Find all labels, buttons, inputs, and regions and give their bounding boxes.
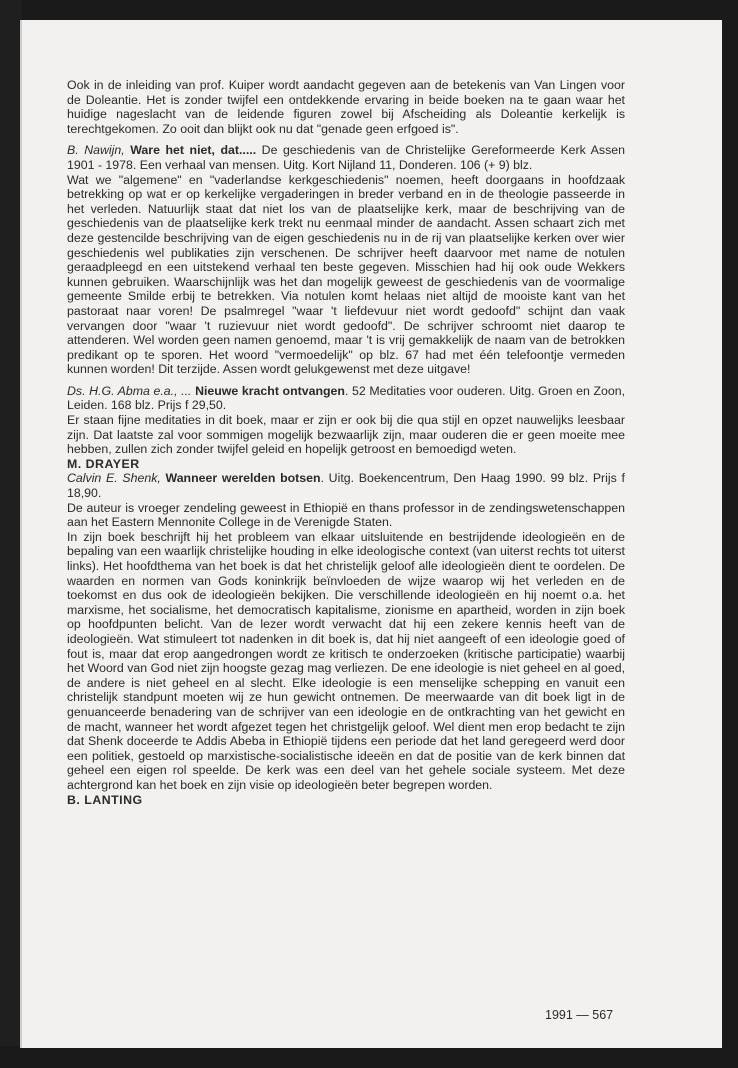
scan-right-border [720,0,738,1068]
review-book-title: Nieuwe kracht ontvangen [195,383,345,398]
reviewer-signature: B. LANTING [67,792,143,807]
review-body: Wat we "algemene" en "vaderlandse kerkgeschiedenis" noemen, heeft doorgaans in hoofdzaak betrekking op wat er op kerkelijke vergaderingen in breder verband en in de theologie passeerde in het verleden. Natuurlijk staat dat niet los van de plaatselijke kerk, maar de beschrijving van de geschiedenis van de plaatselijke kerk trekt nu eenmaal minder de aandacht. Assen schaart zich met deze gestencilde beschrijving van de eigen geschiedenis nu in de rij van plaatselijke kerken over wier geschiedenis wel publikaties zijn verschenen. De schrijver heeft daarvoor met name de notulen geraadpleegd en een uitstekend verhaal ten beste gegeven. Misschien had hij ook oude Wekkers kunnen gebruiken. Waarschijnlijk was het dan mogelijk geweest de geschiedenis van de voormalige gemeente Smilde erbij te betrekken. Via notulen komt helaas niet altijd de mooiste kant van het pastoraat naar voren! De psalmregel "waar 't liefdevuur niet wordt gedoofd" schijnt dan vaak vervangen door "waar 't ruzievuur niet wordt gedoofd". De schrijver schroomt niet daarop te attenderen. Wel worden geen namen genoemd, maar 't is vrij gemakkelijk de naam van de betrokken predikant op te sporen. Het woord "vermoedelijk" op blz. 67 had met één telefoontje vermeden kunnen worden! Dit terzijde. Assen wordt gelukgewenst met deze uitgave! [67,172,625,377]
review-body: Er staan fijne meditaties in dit boek, maar er zijn er ook bij die qua stijl en opzet nauwelijks leesbaar zijn. Dat laatste zal voor sommigen mogelijk bezwaarlijk zijn, maar ouderen die er geen moeite mee hebben, zullen zich zonder twijfel geleid en hopelijk getroost en bemoedigd weten. [67,413,625,457]
text-column [67,78,625,807]
intro-paragraph: Ook in de inleiding van prof. Kuiper wordt aandacht gegeven aan de betekenis van Van Lingen voor de Doleantie. Het is zonder twijfel een ontdekkende ervaring in beide boeken na te gaan waar het huidige nageslacht van de leidende figuren zowel bij Afscheiding als Doleantie kerkelijk is terechtgekomen. Zo ooit dan blijkt ook nu dat "genade geen erfgoed is". [67,78,625,136]
scan-top-border [0,0,738,20]
review-citation: . Uitg. Boekencentrum, Den Haag 1990. 99 blz. Prijs f 18,90. [67,471,625,501]
review-book-title: Wanneer werelden botsen [165,471,321,486]
scan-bottom-border [0,1046,738,1068]
scan-left-border [0,0,22,1068]
review-heading [67,143,625,172]
review-heading [67,471,625,500]
review-book-title: Ware het niet, dat..... [130,143,257,158]
review-author: Calvin E. Shenk, [67,471,161,486]
reviewer-signature: M. DRAYER [67,456,140,471]
review-author: Ds. H.G. Abma e.a., ... [67,383,192,398]
review-shenk [67,471,625,807]
review-citation: . 52 Meditaties voor ouderen. Uitg. Groen en Zoon, Leiden. 168 blz. Prijs f 29,50. [67,383,626,413]
review-nawijn [67,143,625,377]
page-number: 1991 — 567 [545,1008,614,1022]
review-body: De auteur is vroeger zendeling geweest in Ethiopië en thans professor in de zendingswetenschappen aan het Eastern Mennonite College in de Verenigde Staten. [67,500,625,530]
review-abma [67,384,625,472]
review-author: B. Nawijn, [67,143,125,158]
review-citation: De geschiedenis van de Christelijke Gereformeerde Kerk Assen 1901 - 1978. Een verhaal van mensen. Uitg. Kort Nijland 11, Donderen. 106 (+ 9) blz. [67,143,625,172]
review-body: In zijn boek beschrijft hij het probleem van elkaar uitsluitende en bestrijdende ideologieën en de bepaling van een waarlijk christelijke houding in elke ideologische context (van uiterst rechts tot uiterst links). Het hoofdthema van het boek is dat het christelijk geloof alle ideologieën dient te oordelen. De waarden en normen van Gods koninkrijk beïnvloeden de wijze waarop wij het verleden en de toekomst en dus ook de ideologieën bekijken. Die verschillende ideologieën en hij noemt o.a. het marxisme, het socialisme, het democratisch kapitalisme, zionisme en apartheid, worden in zijn boek op hoofdpunten belicht. Van de lezer wordt verwacht dat hij een zekere kennis heeft van de ideologieën. Wat stimuleert tot nadenken in dit boek is, dat hij niet aangeeft of een ideologie goed of fout is, maar dat erop aangedrongen wordt ze kritisch te onderzoeken (kritische participatie) waarbij het Woord van God niet zijn hoogste gezag mag verliezen. De ene ideologie is niet geheel en al goed, de andere is niet geheel en al slecht. Elke ideologie is een menselijke schepping en vanuit een christelijk standpunt moeten wij ze hun gewicht ontnemen. De meerwaarde van dit boek ligt in de genuanceerde benadering van de schrijver van een ideologie en de ontkrachting van het gewicht en de macht, wanneer het wordt afgezet tegen het christgelijk geloof. Wel dient men erop bedacht te zijn dat Shenk doceerde te Addis Abeba in Ethiopië tijdens een periode dat het land geregeerd werd door een politiek, gestoeld op marxistische-socialistische ideeën en dat de positie van de kerk binnen dat geheel een eigen rol speelde. De kerk was een deel van het gehele sociale systeem. Met deze achtergrond kan het boek en zijn visie op ideologieën beter begrepen worden. [67,529,625,792]
review-heading [67,384,625,413]
